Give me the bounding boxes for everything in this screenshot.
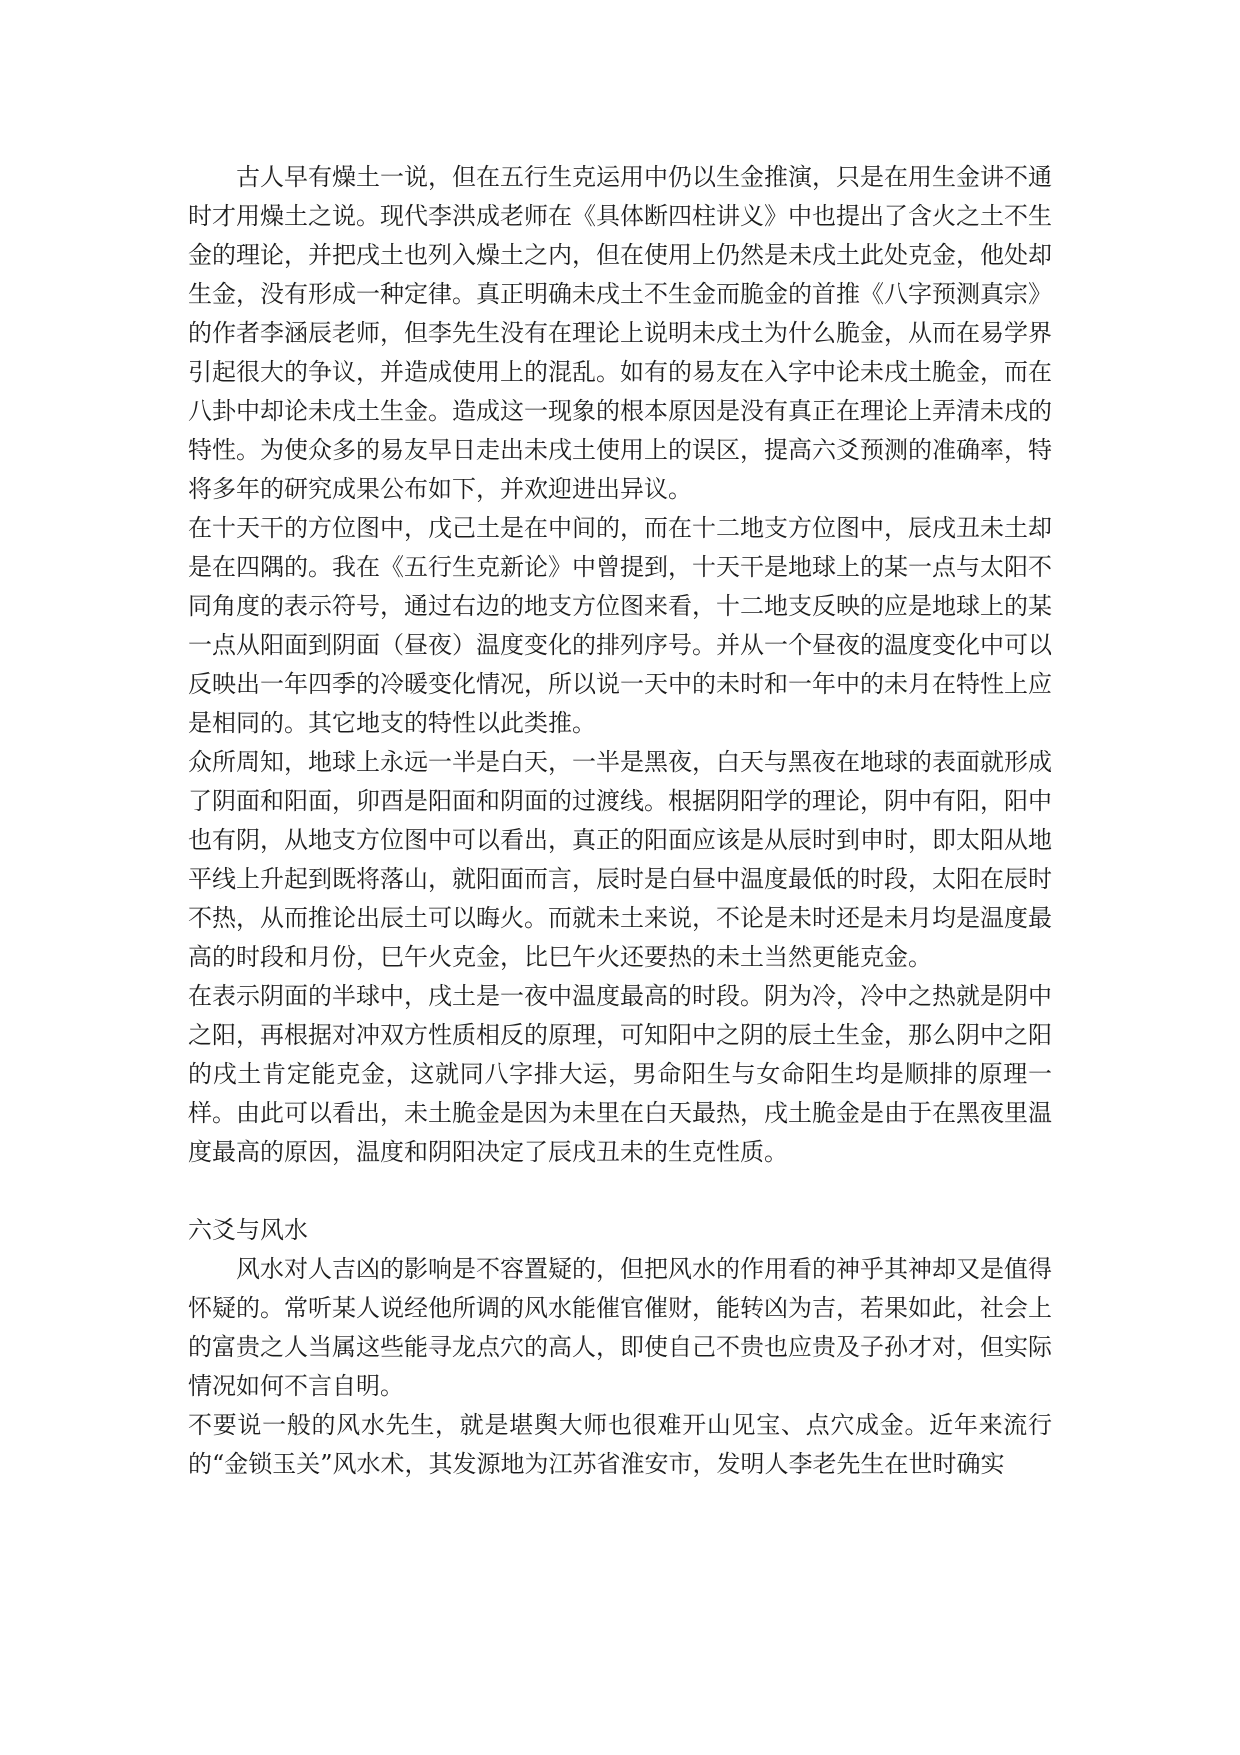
paragraph-yinyang: 众所周知，地球上永远一半是白天，一半是黑夜，白天与黑夜在地球的表面就形成了阴面和阳面，卯酉是阳面和阴面的过渡线。根据阴阳学的理论，阴中有阳，阳中也有阴，从地支方位图中可以看出，真正的阳面应该是从辰时到申时，即太阳从地平线上升起到既将落山，就阳面而言，辰时是白昼中温度最低的时段，太阳在辰时不热，从而推论出辰土可以晦火。而就未土来说，不论是未时还是未月均是温度最高的时段和月份，巳午火克金，比巳午火还要热的未土当然更能克金。 [188,748,1052,971]
document-body [188,158,1052,1484]
paragraph-zaotu: 古人早有燥土一说，但在五行生克运用中仍以生金推演，只是在用生金讲不通时才用燥土之说。现代李洪成老师在《具体断四柱讲义》中也提出了含火之土不生金的理论，并把戌土也列入燥土之内，但在使用上仍然是未戌土此处克金，他处却生金，没有形成一种定律。真正明确未戌土不生金而脆金的首推《八字预测真宗》的作者李涵辰老师，但李先生没有在理论上说明未戌土为什么脆金，从而在易学界引起很大的争议，并造成使用上的混乱。如有的易友在入字中论未戌土脆金，而在八卦中却论未戌土生金。造成这一现象的根本原因是没有真正在理论上弄清未戌的特性。为使众多的易友早日走出未戌土使用上的误区，提高六爻预测的准确率，特将多年的研究成果公布如下，并欢迎进出异议。 [188,163,1052,503]
paragraph-fangwei: 在十天干的方位图中，戊己土是在中间的，而在十二地支方位图中，辰戌丑未土却是在四隅的。我在《五行生克新论》中曾提到，十天干是地球上的某一点与太阳不同角度的表示符号，通过右边的地支方位图来看，十二地支反映的应是地球上的某一点从阳面到阴面（昼夜）温度变化的排列序号。并从一个昼夜的温度变化中可以反映出一年四季的冷暖变化情况，所以说一天中的未时和一年中的未月在特性上应是相同的。其它地支的特性以此类推。 [188,514,1052,737]
paragraph-fengshui-intro: 风水对人吉凶的影响是不容置疑的，但把风水的作用看的神乎其神却又是值得怀疑的。常听某人说经他所调的风水能催官催财，能转凶为吉，若果如此，社会上的富贵之人当属这些能寻龙点穴的高人，即使自己不贵也应贵及子孙才对，但实际情况如何不言自明。 [188,1255,1052,1400]
paragraph-fengshui-jinsuo: 不要说一般的风水先生，就是堪舆大师也很难开山见宝、点穴成金。近年来流行的“金锁玉关”风水术，其发源地为江苏省淮安市，发明人李老先生在世时确实 [188,1411,1052,1478]
paragraph-spacer [188,1172,1052,1211]
section-title: 六爻与风水 [188,1216,308,1244]
paragraph-yinmian: 在表示阴面的半球中，戌土是一夜中温度最高的时段。阴为冷，冷中之热就是阴中之阳，再根据对冲双方性质相反的原理，可知阳中之阴的辰土生金，那么阴中之阳的戌土肯定能克金，这就同八字排大运，男命阳生与女命阳生均是顺排的原理一样。由此可以看出，未土脆金是因为未里在白天最热，戌土脆金是由于在黑夜里温度最高的原因，温度和阴阳决定了辰戌丑未的生克性质。 [188,982,1052,1166]
